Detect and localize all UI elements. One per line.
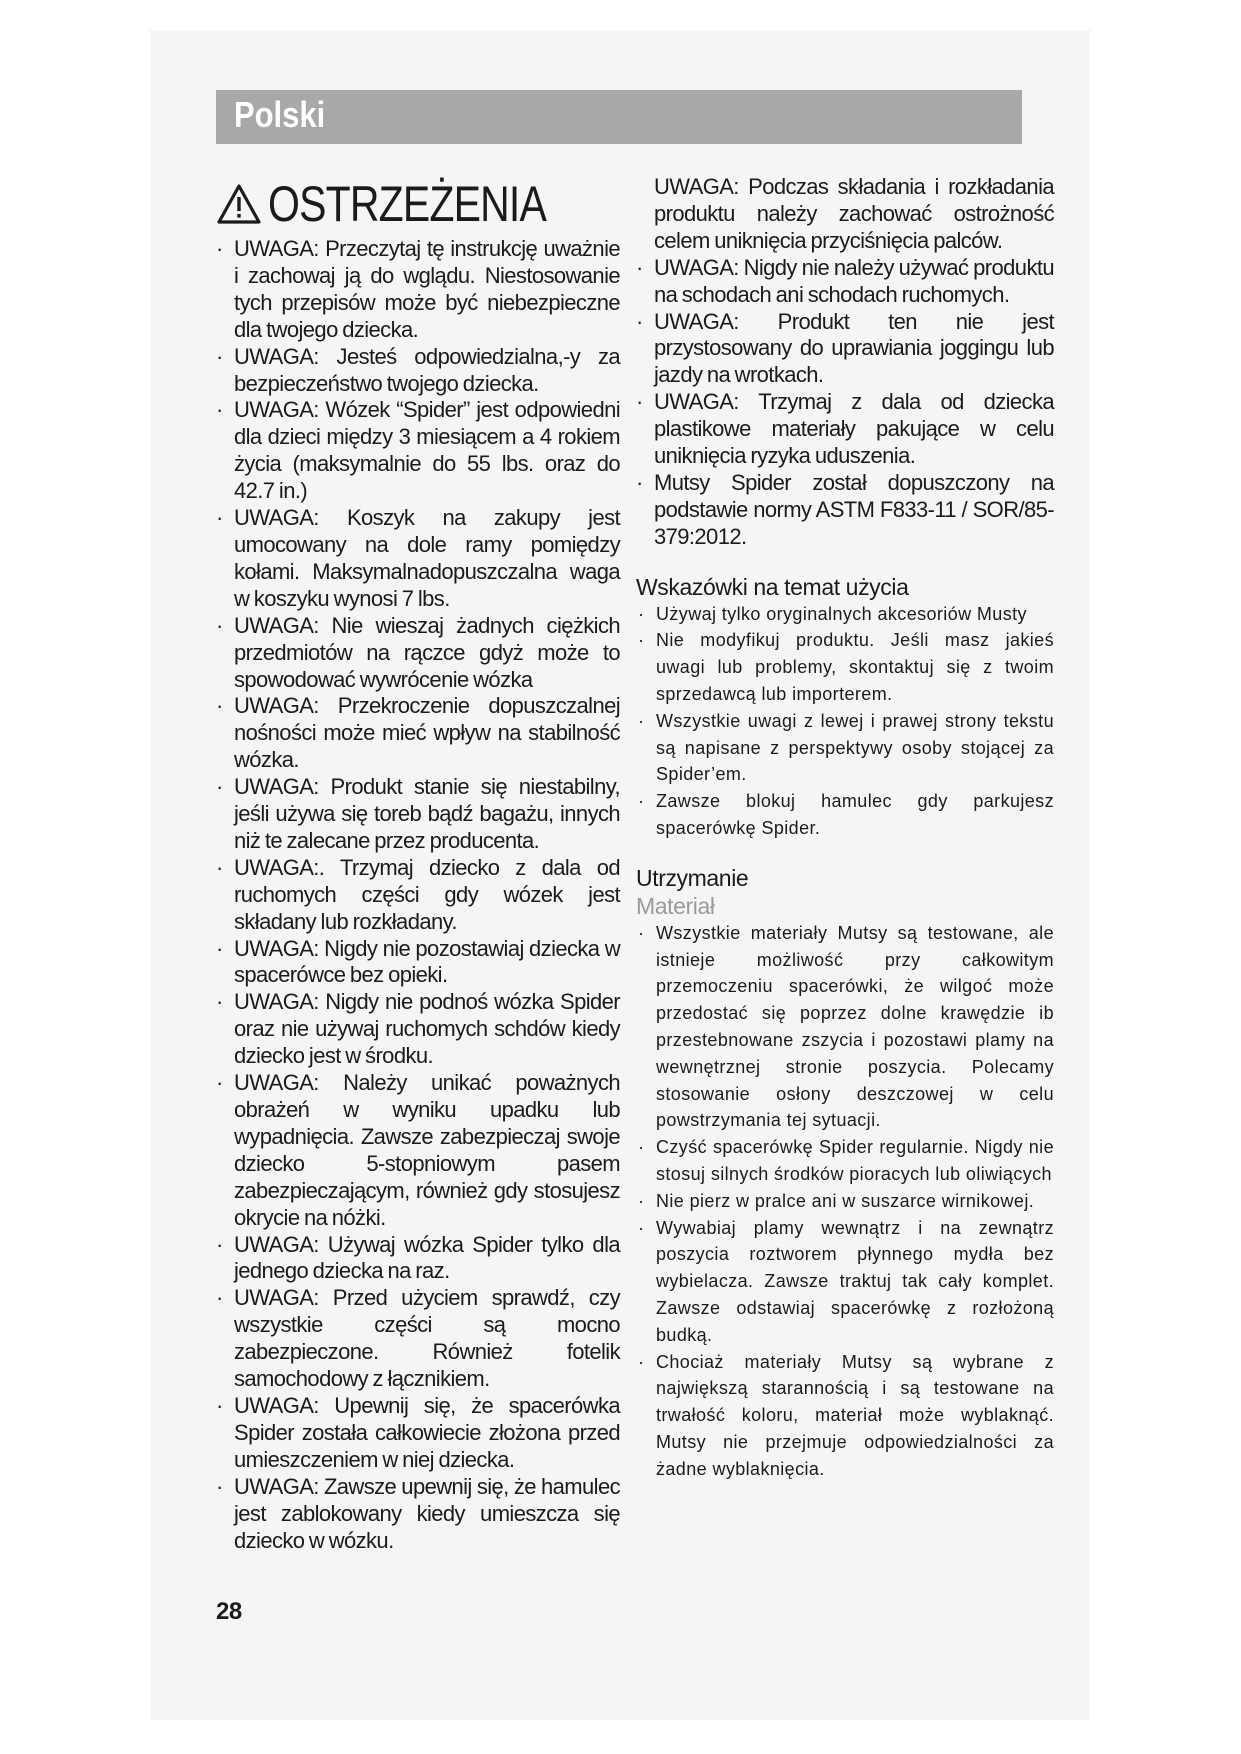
warning-item: · UWAGA: Upewnij się, że spacerówka Spider została całkowiecie złożona przed umieszczeniem w niej dziecka. (216, 1393, 620, 1474)
warning-item: · UWAGA: Przekroczenie dopuszczalnej nośności może mieć wpływ na stabilność wózka. (216, 693, 620, 774)
right-column (636, 174, 1054, 1483)
warning-item: · UWAGA: Należy unikać poważnych obrażeń w wyniku upadku lub wypadnięcia. Zawsze zabezpieczaj swoje dziecko 5-stopniowym pasem zabezpieczającym, również gdy stosujesz okrycie na nóżki. (216, 1070, 620, 1231)
warning-item: · UWAGA: Trzymaj z dala od dziecka plastikowe materiały pakujące w celu uniknięcia ryzyka uduszenia. (636, 389, 1054, 470)
maintenance-title: Utrzymanie (636, 864, 749, 891)
warning-item: · UWAGA: Zawsze upewnij się, że hamulec jest zablokowany kiedy umieszcza się dziecko w wózku. (216, 1474, 620, 1555)
warnings-list (216, 236, 620, 1554)
language-header-bar (216, 90, 1022, 144)
warning-item: · UWAGA: Przed użyciem sprawdź, czy wszystkie części są mocno zabezpieczone. Również fotelik samochodowy z łącznikiem. (216, 1285, 620, 1393)
warning-item: · UWAGA: Używaj wózka Spider tylko dla jednego dziecka na raz. (216, 1232, 620, 1286)
warning-item: · UWAGA: Produkt ten nie jest przystosowany do uprawiania joggingu lub jazdy na wrotkach. (636, 309, 1054, 390)
warning-item: · UWAGA: Przeczytaj tę instrukcję uważnie i zachowaj ją do wglądu. Niestosowanie tych przepisów może być niebezpieczne dla twojego dziecka. (216, 236, 620, 344)
material-item: · Chociaż materiały Mutsy są wybrane z największą starannością i są testowane na trwałość koloru, materiał może wyblaknąć. Mutsy nie przejmuje odpowiedzialności za żadne wyblaknięcia. (636, 1349, 1054, 1483)
warning-item: · UWAGA:. Trzymaj dziecko z dala od ruchomych części gdy wózek jest składany lub rozkładany. (216, 855, 620, 936)
material-list (636, 920, 1054, 1483)
warning-item: · UWAGA: Nigdy nie pozostawiaj dziecka w spacerówce bez opieki. (216, 936, 620, 990)
warnings-title: OSTRZEŻENIA (268, 176, 547, 232)
material-title: Materiał (636, 892, 715, 919)
usage-list (636, 601, 1054, 842)
material-item: · Wywabiaj plamy wewnątrz i na zewnątrz poszycia roztworem płynnego mydła bez wybielacza. Zawsze traktuj tak cały komplet. Zawsze odstawiaj spacerówkę z rozłożoną budką. (636, 1215, 1054, 1349)
warning-item-continued: UWAGA: Podczas składania i rozkładania produktu należy zachować ostrożność celem uniknięcia przyciśnięcia palców. (654, 174, 1054, 253)
material-item: · Nie pierz w pralce ani w suszarce wirnikowej. (636, 1188, 1054, 1215)
usage-title: Wskazówki na temat użycia (636, 573, 909, 600)
left-column (216, 174, 620, 1554)
warnings-heading (216, 174, 620, 234)
usage-item: · Nie modyfikuj produktu. Jeśli masz jakieś uwagi lub problemy, skontaktuj się z twoim sprzedawcą lub importerem. (636, 627, 1054, 707)
material-item: · Czyść spacerówkę Spider regularnie. Nigdy nie stosuj silnych środków pioracych lub oliwiących (636, 1134, 1054, 1188)
warnings-list-continued (636, 255, 1054, 551)
warning-item: · UWAGA: Produkt stanie się niestabilny, jeśli używa się toreb bądź bagażu, innych niż te zalecane przez producenta. (216, 774, 620, 855)
usage-item: · Zawsze blokuj hamulec gdy parkujesz spacerówkę Spider. (636, 788, 1054, 842)
usage-item: · Używaj tylko oryginalnych akcesoriów Musty (636, 601, 1054, 628)
warning-item: · UWAGA: Koszyk na zakupy jest umocowany na dole ramy pomiędzy kołami. Maksymalnadopuszczalna waga w koszyku wynosi 7 lbs. (216, 505, 620, 613)
warning-item: · UWAGA: Nigdy nie podnoś wózka Spider oraz nie używaj ruchomych schdów kiedy dziecko jest w środku. (216, 989, 620, 1070)
material-item: · Wszystkie materiały Mutsy są testowane, ale istnieje możliwość przy całkowitym przemoczeniu spacerówki, że wilgoć może przedostać się poprzez dolne krawędzie ib przestebnowane zszycia i pozostawi plamy na wewnętrznej stronie poszycia. Polecamy stosowanie osłony deszczowej w celu powstrzymania tej sytuacji. (636, 920, 1054, 1134)
warning-triangle-icon (216, 183, 262, 225)
warning-item: · UWAGA: Nie wieszaj żadnych ciężkich przedmiotów na rączce gdyż może to spowodować wywrócenie wózka (216, 613, 620, 694)
warning-item: · UWAGA: Jesteś odpowiedzialna,-y za bezpieczeństwo twojego dziecka. (216, 344, 620, 398)
warning-item: · UWAGA: Nigdy nie należy używać produktu na schodach ani schodach ruchomych. (636, 255, 1054, 309)
page-number: 28 (216, 1598, 242, 1625)
usage-item: · Wszystkie uwagi z lewej i prawej strony tekstu są napisane z perspektywy osoby stojącej za Spider’em. (636, 708, 1054, 788)
language-label: Polski (234, 94, 326, 135)
warning-item: · Mutsy Spider został dopuszczony na podstawie normy ASTM F833-11 / SOR/85-379:2012. (636, 470, 1054, 551)
warning-item: · UWAGA: Wózek “Spider” jest odpowiedni dla dzieci między 3 miesiącem a 4 rokiem życia (maksymalnie do 55 lbs. oraz do 42.7 in.) (216, 397, 620, 505)
